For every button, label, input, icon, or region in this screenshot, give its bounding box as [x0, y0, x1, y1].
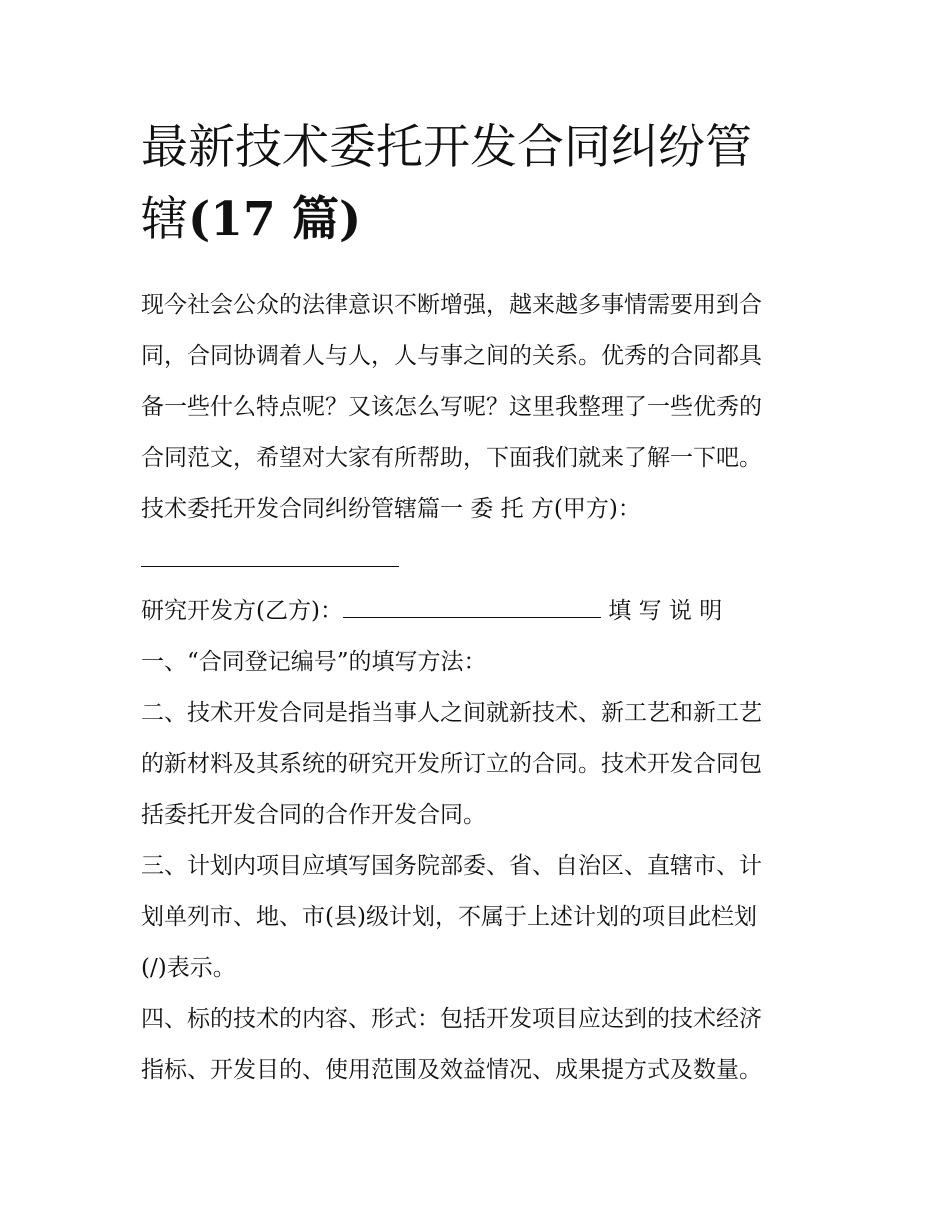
item-line: 三、计划内项目应填写国务院部委、省、自治区、直辖市、计: [141, 853, 762, 879]
body-line: 备一些什么特点呢？又该怎么写呢？这里我整理了一些优秀的: [141, 394, 762, 420]
body-line: 同，合同协调着人与人，人与事之间的关系。优秀的合同都具: [141, 343, 762, 369]
document-title: [141, 112, 813, 256]
item-line: 一、“合同登记编号”的填写方法：: [141, 649, 487, 675]
title-line-2-number: (17: [188, 192, 276, 247]
party-a-blank: [141, 565, 399, 567]
body-line: 现今社会公众的法律意识不断增强，越来越多事情需要用到合: [141, 292, 762, 318]
item-line: 二、技术开发合同是指当事人之间就新技术、新工艺和新工艺: [141, 700, 762, 726]
body-line: 技术委托开发合同纠纷管辖篇一 委 托 方(甲方)：: [141, 496, 641, 522]
party-b-blank: [343, 616, 601, 618]
body-line: 合同范文，希望对大家有所帮助，下面我们就来了解一下吧。: [141, 445, 762, 471]
fill-note-heading: 填 写 说 明: [600, 598, 723, 624]
item-line: 划单列市、地、市(县)级计划，不属于上述计划的项目此栏划: [141, 904, 757, 930]
party-b-label: 研究开发方(乙方)：: [141, 598, 343, 624]
party-b-line: [141, 586, 813, 637]
title-line-1: 最新技术委托开发合同纠纷管: [141, 120, 752, 175]
item-line: 指标、开发目的、使用范围及效益情况、成果提方式及数量。: [141, 1057, 762, 1083]
item-line: 的新材料及其系统的研究开发所订立的合同。技术开发合同包: [141, 751, 762, 777]
item-line: 四、标的技术的内容、形式：包括开发项目应达到的技术经济: [141, 1006, 762, 1032]
item-line: 括委托开发合同的合作开发合同。: [141, 802, 486, 828]
title-line-2-suffix: 篇): [275, 192, 362, 247]
party-a-blank-line: [141, 535, 813, 586]
item-line: (/)表示。: [141, 955, 236, 981]
title-line-2-prefix: 辖: [141, 192, 188, 247]
document-content: [141, 112, 813, 1096]
